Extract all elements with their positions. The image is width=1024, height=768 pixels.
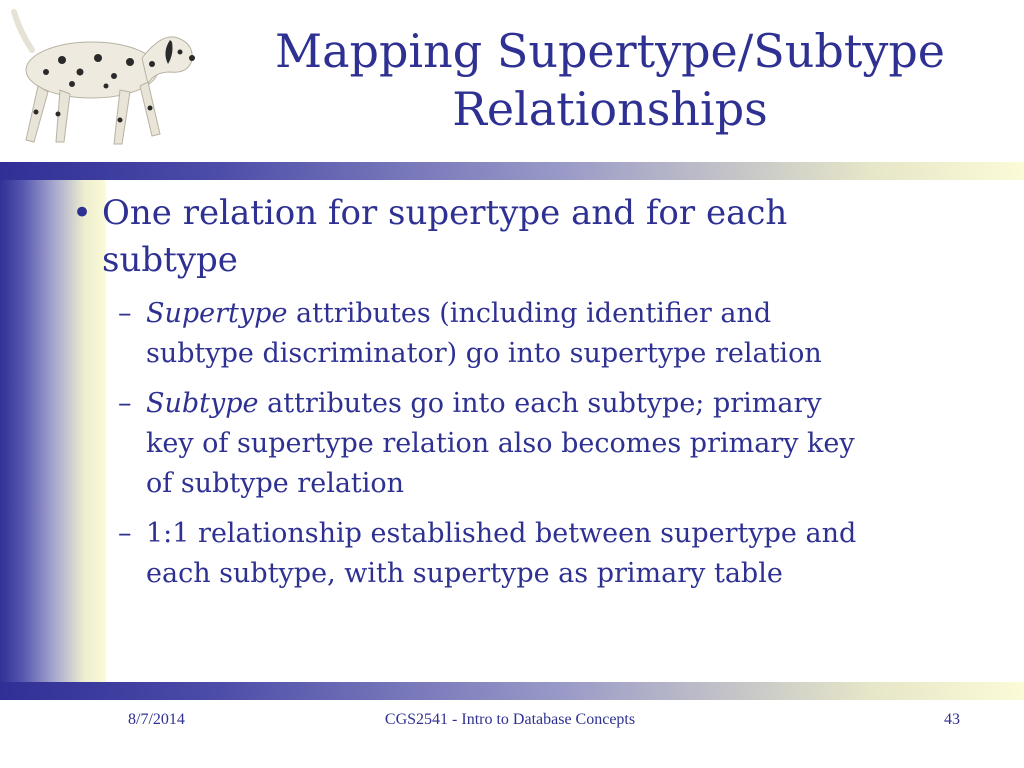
slide-title-line-1: Mapping Supertype/Subtype (275, 24, 945, 78)
sub-bullet-line-2: key of supertype relation also becomes primary key (146, 428, 855, 459)
main-bullet-line-1: One relation for supertype and for each (102, 193, 788, 233)
footer-date: 8/7/2014 (128, 711, 185, 728)
slide-title (200, 22, 1020, 138)
top-gradient-bar (0, 162, 1024, 180)
footer-page-number: 43 (944, 711, 960, 728)
sub-bullet-line-1: 1:1 relationship established between supertype and (146, 518, 857, 549)
bottom-gradient-bar (0, 682, 1024, 700)
sub-bullet-dash: – (118, 388, 132, 419)
sub-bullet-relationship (118, 514, 972, 594)
sub-bullet-line-2: subtype discriminator) go into supertype relation (146, 338, 822, 369)
sub-bullet-supertype (118, 294, 972, 374)
sub-bullet-italic-term: Subtype (146, 388, 259, 419)
main-bullet (72, 190, 972, 284)
dalmatian-dog-icon (2, 2, 202, 152)
sub-bullet-line-1: attributes go into each subtype; primary (258, 388, 822, 419)
bullet-mark: • (72, 193, 93, 233)
slide-body (72, 190, 972, 594)
slide-title-line-2: Relationships (452, 82, 768, 136)
main-bullet-line-2: subtype (102, 240, 238, 280)
sub-bullet-line-1: attributes (including identifier and (287, 298, 772, 329)
sub-bullet-subtype (118, 384, 972, 504)
sub-bullet-line-3: of subtype relation (146, 468, 405, 499)
sub-bullet-line-2: each subtype, with supertype as primary table (146, 558, 783, 589)
sub-bullet-dash: – (118, 518, 132, 549)
footer-course-title: CGS2541 - Intro to Database Concepts (384, 711, 636, 728)
sub-bullet-dash: – (118, 298, 132, 329)
sub-bullet-italic-term: Supertype (146, 298, 288, 329)
